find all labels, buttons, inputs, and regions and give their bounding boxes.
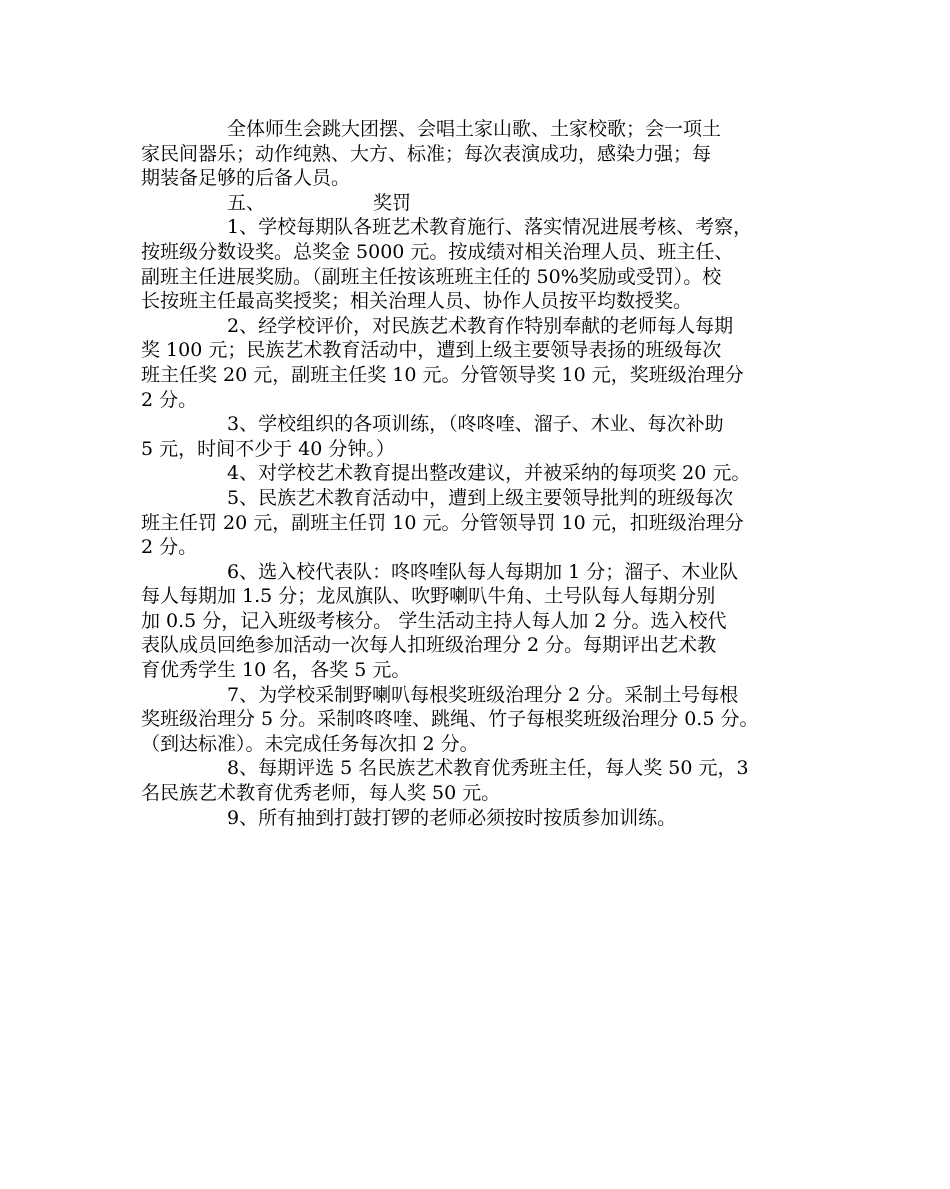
paragraph — [141, 314, 831, 412]
paragraph — [141, 806, 831, 831]
section-heading — [141, 191, 831, 216]
text-line: 副班主任进展奖励。（副班主任按该班班主任的 50%奖励或受罚）。校 — [141, 265, 722, 288]
text-line: 期装备足够的后备人员。 — [141, 167, 351, 190]
paragraph — [141, 117, 831, 191]
paragraph — [141, 461, 831, 486]
text-line: 3、学校组织的各项训练，（咚咚喹、溜子、木业、每次补助 — [227, 413, 724, 436]
text-line: 4、对学校艺术教育提出整改建议，并被采纳的每项奖 20 元。 — [227, 462, 751, 485]
text-line: 班主任奖 20 元，副班主任奖 10 元。分管领导奖 10 元，奖班级治理分 — [141, 363, 744, 386]
text-line: 2 分。 — [141, 388, 198, 411]
text-line: 2、经学校评价，对民族艺术教育作特别奉献的老师每人每期 — [227, 314, 734, 337]
text-line: 每人每期加 1.5 分；龙凤旗队、吹野喇叭牛角、土号队每人每期分别 — [141, 585, 716, 608]
text-line: 加 0.5 分，记入班级考核分。 学生活动主持人每人加 2 分。选入校代 — [141, 609, 727, 632]
text-line: 班主任罚 20 元，副班主任罚 10 元。分管领导罚 10 元，扣班级治理分 — [141, 511, 744, 534]
paragraph — [141, 756, 831, 805]
text-line: 5、民族艺术教育活动中，遭到上级主要领导批判的班级每次 — [227, 486, 734, 509]
text-line: 育优秀学生 10 名，各奖 5 元。 — [141, 659, 411, 682]
paragraph — [141, 560, 831, 683]
text-line: 7、为学校采制野喇叭每根奖班级治理分 2 分。采制土号每根 — [227, 683, 739, 706]
text-line: 5 元，时间不少于 40 分钟。） — [141, 437, 395, 460]
text-line: 9、所有抽到打鼓打锣的老师必须按时按质参加训练。 — [227, 806, 677, 829]
paragraph — [141, 412, 831, 461]
text-line: 8、每期评选 5 名民族艺术教育优秀班主任，每人奖 50 元，3 — [227, 757, 749, 780]
section-number: 五、 — [227, 191, 266, 214]
text-line: 家民间器乐；动作纯熟、大方、标准；每次表演成功，感染力强；每 — [141, 142, 712, 165]
text-line: 长按班主任最高奖授奖；相关治理人员、协作人员按平均数授奖。 — [141, 290, 693, 313]
text-line: 奖班级治理分 5 分。采制咚咚喹、跳绳、竹子每根奖班级治理分 0.5 分。 — [141, 708, 759, 731]
text-line: 1、学校每期队各班艺术教育施行、落实情况进展考核、考察， — [227, 216, 753, 239]
section-title: 奖罚 — [373, 191, 412, 214]
paragraph — [141, 215, 831, 313]
text-line: 名民族艺术教育优秀老师，每人奖 50 元。 — [141, 782, 501, 805]
document-body — [141, 117, 831, 830]
text-line: 按班级分数设奖。总奖金 5000 元。按成绩对相关治理人员、班主任、 — [141, 240, 734, 263]
paragraph — [141, 683, 831, 757]
paragraph — [141, 486, 831, 560]
text-line: 表队成员回绝参加活动一次每人扣班级治理分 2 分。每期评出艺术教 — [141, 634, 717, 657]
text-line: 6、选入校代表队：咚咚喹队每人每期加 1 分；溜子、木业队 — [227, 560, 739, 583]
text-line: （到达标准）。未完成任务每次扣 2 分。 — [141, 732, 479, 755]
text-line: 2 分。 — [141, 536, 198, 559]
text-line: 全体师生会跳大团摆、会唱土家山歌、土家校歌；会一项土 — [227, 118, 722, 140]
text-line: 奖 100 元；民族艺术教育活动中，遭到上级主要领导表扬的班级每次 — [141, 339, 722, 362]
